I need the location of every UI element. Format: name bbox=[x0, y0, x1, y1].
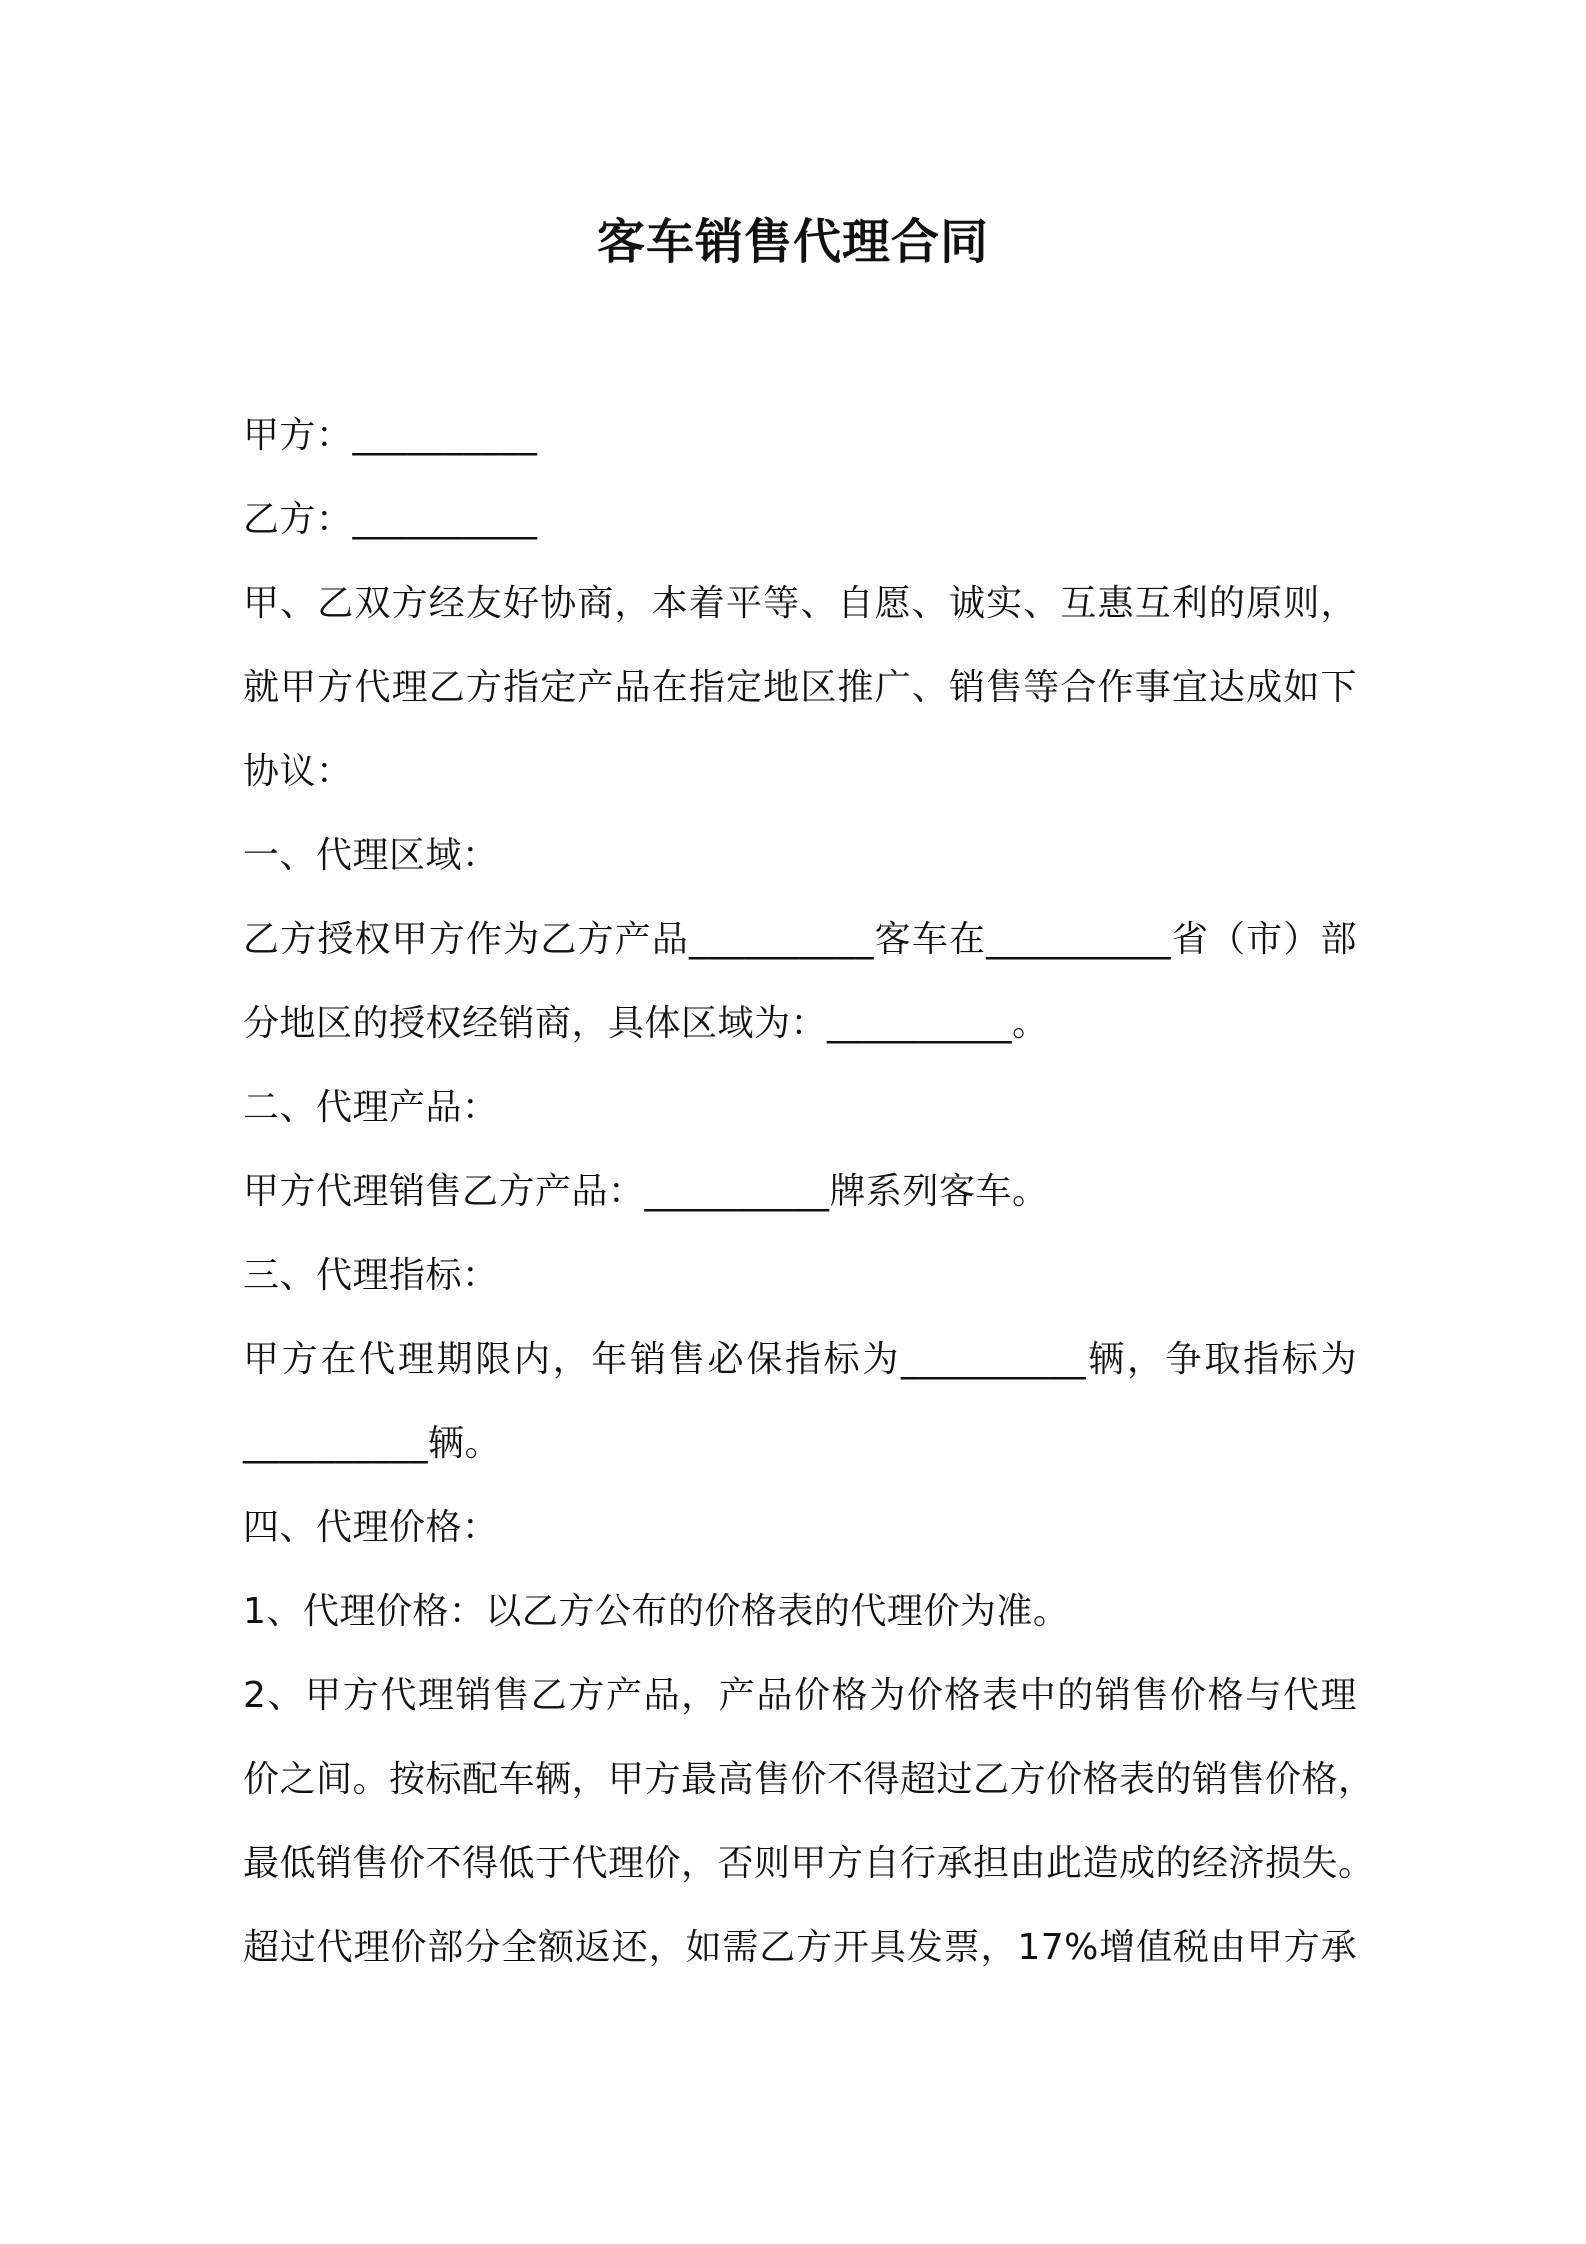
section-heading-2: 二、代理产品： bbox=[243, 1087, 499, 1128]
preamble-line-2: 就甲方代理乙方指定产品在指定地区推广、销售等合作事宜达成如下 bbox=[243, 667, 1357, 708]
preamble-line-3: 协议： bbox=[243, 751, 353, 792]
section-heading-3: 三、代理指标： bbox=[243, 1255, 499, 1296]
section-heading-1: 一、代理区域： bbox=[243, 835, 499, 876]
section-4-item-2-line-1: 2、甲方代理销售乙方产品，产品价格为价格表中的销售价格与代理 bbox=[243, 1675, 1357, 1716]
section-3-line-2: __________辆。 bbox=[243, 1423, 502, 1464]
section-1-line-1: 乙方授权甲方作为乙方产品__________客车在__________省（市）部 bbox=[243, 919, 1357, 960]
section-heading-4: 四、代理价格： bbox=[243, 1507, 499, 1548]
party-b-line: 乙方：__________ bbox=[243, 499, 538, 540]
section-3-line-1: 甲方在代理期限内，年销售必保指标为__________辆，争取指标为 bbox=[243, 1339, 1357, 1380]
section-2-line-1: 甲方代理销售乙方产品：__________牌系列客车。 bbox=[243, 1171, 1049, 1212]
preamble-line-1: 甲、乙双方经友好协商，本着平等、自愿、诚实、互惠互利的原则， bbox=[243, 583, 1357, 624]
section-1-line-2: 分地区的授权经销商，具体区域为：__________。 bbox=[243, 1003, 1049, 1044]
party-a-line: 甲方：__________ bbox=[243, 415, 538, 456]
section-4-item-1: 1、代理价格：以乙方公布的价格表的代理价为准。 bbox=[243, 1591, 1070, 1632]
section-4-item-2-line-4: 超过代理价部分全额返还，如需乙方开具发票，17%增值税由甲方承 bbox=[243, 1927, 1357, 1968]
document-title: 客车销售代理合同 bbox=[596, 214, 989, 270]
section-4-item-2-line-2: 价之间。按标配车辆，甲方最高售价不得超过乙方价格表的销售价格， bbox=[243, 1759, 1375, 1800]
section-4-item-2-line-3: 最低销售价不得低于代理价，否则甲方自行承担由此造成的经济损失。 bbox=[243, 1843, 1375, 1884]
